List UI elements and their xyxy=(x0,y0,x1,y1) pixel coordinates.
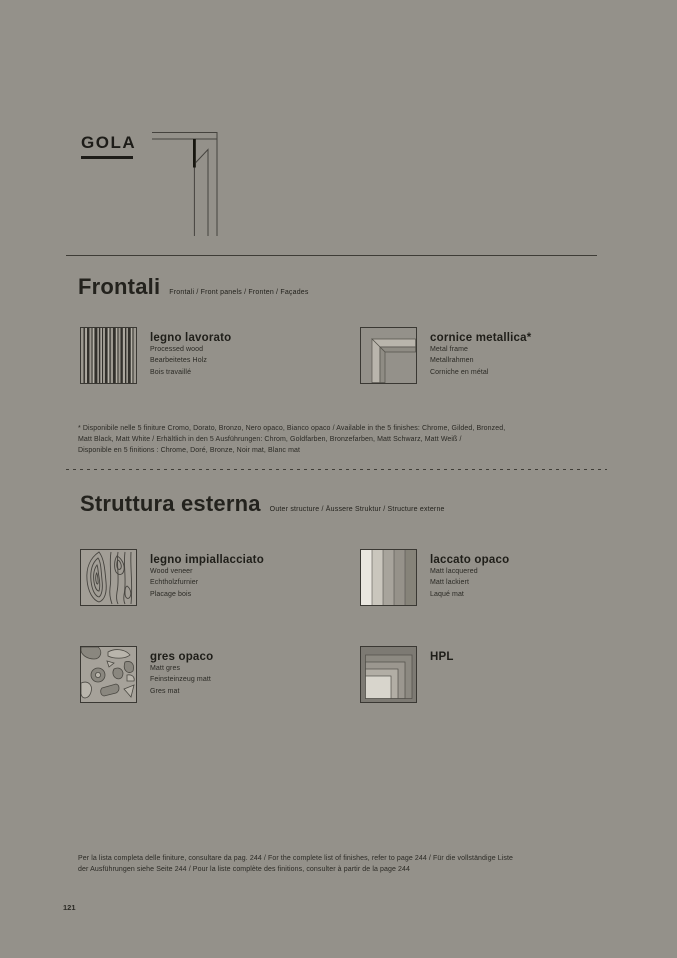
frontali-subtitle: Frontali / Front panels / Fronten / Façades xyxy=(169,289,309,296)
finish-item-laccato-opaco xyxy=(360,549,509,606)
finish-translation: Metal frame xyxy=(430,346,469,353)
finish-title: legno impiallacciato xyxy=(150,554,264,566)
finish-translation: Gres mat xyxy=(150,687,180,695)
footnote-line: Disponible en 5 finitions : Chrome, Doré, Bronze, Noir mat, Blanc mat xyxy=(78,447,301,454)
finish-translation: Echtholzfurnier xyxy=(150,579,199,587)
finish-title: gres opaco xyxy=(150,651,214,663)
gola-title-underline xyxy=(81,156,133,159)
finish-translation: Matt gres xyxy=(150,665,181,672)
gola-title: GOLA xyxy=(81,133,137,152)
nested-squares-swatch-icon xyxy=(360,646,417,703)
struttura-subtitle: Outer structure / Äussere Struktur / Structure externe xyxy=(269,506,445,513)
finish-item-gres-opaco xyxy=(80,646,213,703)
section-divider-line xyxy=(66,255,597,256)
finish-translation: Placage bois xyxy=(150,590,192,598)
finish-translation: Wood veneer xyxy=(150,568,193,575)
finish-translation: Matt lackiert xyxy=(430,579,470,587)
gola-profile-drawing-icon xyxy=(152,131,219,237)
footnote-line: * Disponibile nelle 5 finiture Cromo, Dorato, Bronzo, Nero opaco, Bianco opaco / Available in the 5 finishes: Chrome, Gilded, Bronzed, xyxy=(78,425,506,432)
page-number: 121 xyxy=(63,903,76,912)
finish-translation: Matt lacquered xyxy=(430,568,478,575)
frontali-section-heading xyxy=(78,274,309,300)
footer-line: Per la lista completa delle finiture, consultare da pag. 244 / For the complete list of finishes, refer to page 244 / Für die vollständige Liste xyxy=(78,855,514,862)
finish-label xyxy=(430,646,454,703)
finish-translation: Metallrahmen xyxy=(430,357,474,365)
finish-item-legno-impiallacciato xyxy=(80,549,264,606)
finish-translation: Feinsteinzeug matt xyxy=(150,676,211,684)
finish-label xyxy=(150,646,213,703)
finish-label xyxy=(150,327,231,384)
finish-translation: Corniche en métal xyxy=(430,368,489,376)
finish-title: legno lavorato xyxy=(150,332,232,344)
footer-line: der Ausführungen siehe Seite 244 / Pour la liste complète des finitions, consulter à partir de la page 244 xyxy=(78,866,411,873)
wood-grain-swatch-icon xyxy=(80,549,137,606)
footer-reference-note xyxy=(78,853,513,875)
finish-translation: Bearbeitetes Holz xyxy=(150,357,207,365)
struttura-title: Struttura esterna xyxy=(80,491,261,516)
struttura-section-heading xyxy=(80,491,445,517)
terrazzo-swatch-icon xyxy=(80,646,137,703)
footnote-line: Matt Black, Matt White / Erhältlich in den 5 Ausführungen: Chrom, Goldfarben, Bronzefarben, Matt Schwarz, Matt Weiß / xyxy=(78,436,462,443)
finish-translation: Processed wood xyxy=(150,346,204,353)
finish-label xyxy=(150,549,264,606)
finishes-footnote xyxy=(78,423,505,456)
dashed-divider-line xyxy=(66,469,607,470)
finish-title: laccato opaco xyxy=(430,554,510,566)
finish-item-cornice-metallica xyxy=(360,327,531,384)
finish-title: cornice metallica* xyxy=(430,332,532,344)
color-bands-swatch-icon xyxy=(360,549,417,606)
finish-item-legno-lavorato xyxy=(80,327,231,384)
finish-label xyxy=(430,549,509,606)
frontali-title: Frontali xyxy=(78,274,161,299)
finish-translation: Bois travaillé xyxy=(150,368,192,376)
wood-stripes-swatch-icon xyxy=(80,327,137,384)
finish-title: HPL xyxy=(430,651,454,663)
finish-item-hpl xyxy=(360,646,454,703)
metal-frame-swatch-icon xyxy=(360,327,417,384)
finish-translation: Laqué mat xyxy=(430,590,464,598)
finish-label xyxy=(430,327,531,384)
